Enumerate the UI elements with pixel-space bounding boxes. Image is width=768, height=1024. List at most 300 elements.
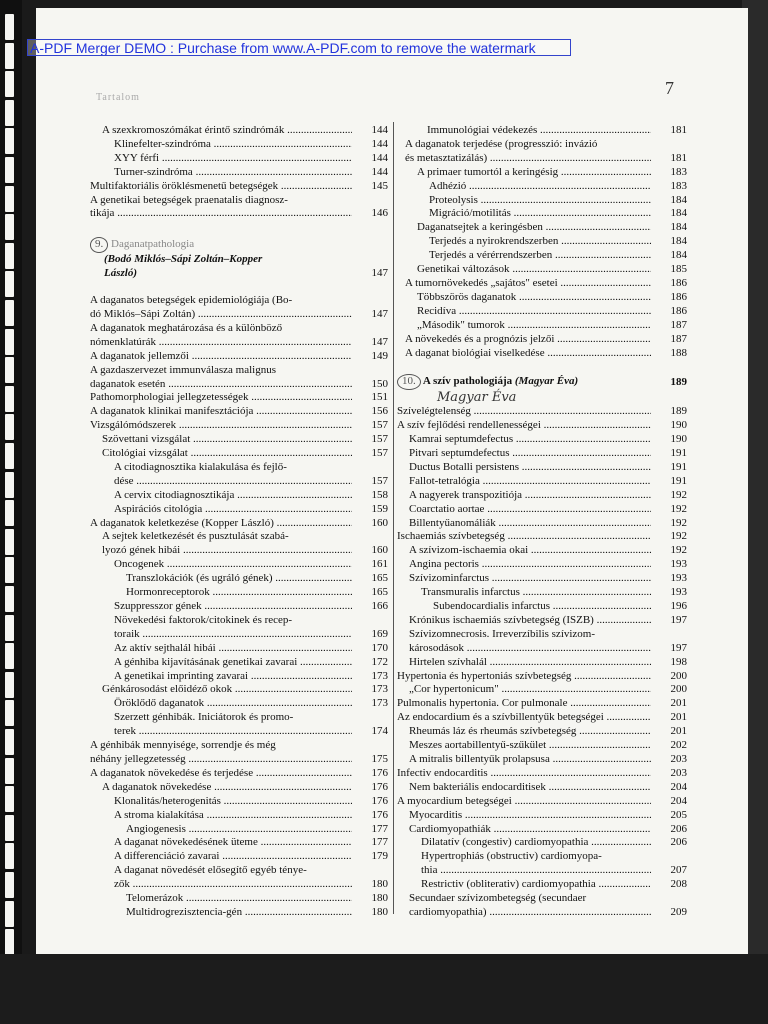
toc-entry-page: 165 bbox=[371, 586, 388, 599]
toc-entry-title: Multidrogrezisztencia-gén ..... bbox=[126, 906, 352, 920]
binding-hole bbox=[5, 901, 14, 927]
toc-entry bbox=[397, 503, 687, 517]
toc-entry bbox=[90, 850, 388, 864]
toc-entry-page: 206 bbox=[670, 822, 687, 835]
binding-hole bbox=[5, 758, 14, 784]
binding-hole bbox=[5, 300, 14, 326]
toc-entry bbox=[397, 892, 687, 906]
toc-entry-page: 179 bbox=[371, 850, 388, 863]
toc-entry bbox=[397, 124, 687, 138]
chapter-title: Daganatpathologia bbox=[111, 238, 195, 251]
binding-hole bbox=[5, 529, 14, 555]
toc-left-entries-bottom bbox=[90, 294, 388, 920]
toc-entry-page: 183 bbox=[670, 179, 687, 192]
toc-right-entries-bottom bbox=[397, 405, 687, 920]
toc-entry-page: 158 bbox=[371, 488, 388, 501]
toc-entry bbox=[397, 642, 687, 656]
toc-entry-page: 192 bbox=[670, 544, 687, 557]
toc-entry-title: A gazdaszervezet immunválasza malignus bbox=[90, 363, 277, 376]
toc-entry-page: 204 bbox=[670, 780, 687, 793]
toc-entry-title: Hypertrophiás (obstructiv) cardiomyopa- bbox=[421, 850, 602, 863]
chapter-10-title: A szív pathologiája bbox=[422, 375, 513, 388]
toc-entry-title: Öröklődő daganatok ..... bbox=[114, 697, 352, 711]
toc-entry-title: A daganat biológiai viselkedése ..... bbox=[405, 347, 651, 361]
toc-entry-title: tikája ..... bbox=[90, 207, 352, 221]
toc-entry-page: 184 bbox=[670, 221, 687, 234]
toc-entry-page: 192 bbox=[670, 516, 687, 529]
toc-entry-title: Klinefelter-szindróma ..... bbox=[114, 138, 352, 152]
toc-entry bbox=[397, 489, 687, 503]
toc-entry-page: 160 bbox=[371, 516, 388, 529]
toc-entry bbox=[90, 207, 388, 221]
binding-hole bbox=[5, 128, 14, 154]
toc-entry bbox=[397, 836, 687, 850]
toc-entry-page: 183 bbox=[670, 165, 687, 178]
toc-entry bbox=[397, 235, 687, 249]
toc-entry bbox=[90, 308, 388, 322]
toc-entry-title: daganatok esetén ..... bbox=[90, 378, 352, 392]
toc-entry-page: 186 bbox=[670, 290, 687, 303]
toc-entry bbox=[397, 475, 687, 489]
toc-entry-page: 207 bbox=[670, 864, 687, 877]
toc-entry-page: 208 bbox=[670, 878, 687, 891]
toc-entry-title: Aspirációs citológia ..... bbox=[114, 503, 352, 517]
toc-entry-title: Növekedési faktorok/citokinek és recep- bbox=[114, 613, 293, 626]
toc-entry-title: A daganatok terjedése (progresszió: invázió bbox=[405, 137, 598, 150]
toc-entry-page: 180 bbox=[371, 905, 388, 918]
toc-entry bbox=[397, 823, 687, 837]
toc-entry bbox=[397, 207, 687, 221]
toc-entry bbox=[397, 767, 687, 781]
toc-entry bbox=[90, 656, 388, 670]
toc-entry bbox=[90, 795, 388, 809]
toc-entry-page: 184 bbox=[670, 235, 687, 248]
toc-entry-page: 184 bbox=[670, 249, 687, 262]
chapter-title-row bbox=[90, 237, 388, 253]
binding-hole bbox=[5, 643, 14, 669]
toc-entry-title: dése ..... bbox=[114, 475, 352, 489]
toc-entry bbox=[90, 670, 388, 684]
chapter-10-page: 189 bbox=[670, 376, 687, 389]
toc-entry bbox=[397, 628, 687, 642]
binding-hole bbox=[5, 872, 14, 898]
toc-entry bbox=[90, 378, 388, 392]
chapter-authors-line1: (Bodó Miklós–Sápi Zoltán–Kopper bbox=[104, 253, 263, 266]
toc-entry bbox=[397, 194, 687, 208]
toc-entry-title: Terjedés a vérérrendszerben ..... bbox=[429, 249, 651, 263]
toc-entry-title: Subendocardialis infarctus ..... bbox=[433, 600, 651, 614]
toc-entry bbox=[90, 823, 388, 837]
toc-entry-page: 189 bbox=[670, 405, 687, 418]
toc-entry-title: Coarctatio aortae ..... bbox=[409, 503, 651, 517]
toc-entry-title: A stroma kialakítása ..... bbox=[114, 809, 352, 823]
toc-entry-title: Hirtelen szívhalál ..... bbox=[409, 656, 651, 670]
toc-entry-title: Genetikai változások ..... bbox=[417, 263, 651, 277]
toc-entry bbox=[397, 461, 687, 475]
toc-entry-page: 144 bbox=[371, 151, 388, 164]
toc-entry bbox=[90, 864, 388, 878]
toc-entry-title: Nem bakteriális endocarditisek ..... bbox=[409, 781, 651, 795]
toc-entry bbox=[397, 614, 687, 628]
toc-entry-page: 180 bbox=[371, 878, 388, 891]
binding-hole bbox=[5, 243, 14, 269]
toc-entry-title: A daganatok növekedése és terjedése ..... bbox=[90, 767, 352, 781]
toc-entry-page: 209 bbox=[670, 905, 687, 918]
toc-entry bbox=[397, 433, 687, 447]
binding-hole bbox=[5, 500, 14, 526]
toc-entry-title: Szövettani vizsgálat ..... bbox=[102, 433, 352, 447]
toc-entry-page: 165 bbox=[371, 572, 388, 585]
toc-entry-title: Telomerázok ..... bbox=[126, 892, 352, 906]
toc-entry-page: 159 bbox=[371, 502, 388, 515]
toc-entry bbox=[90, 461, 388, 475]
binding-hole bbox=[5, 786, 14, 812]
chapter-heading-10 bbox=[397, 374, 687, 405]
toc-entry-page: 181 bbox=[670, 151, 687, 164]
toc-entry-title: Angiogenesis ..... bbox=[126, 823, 352, 837]
toc-entry bbox=[90, 753, 388, 767]
toc-entry-title: Szerzett génhibák. Iniciátorok és promo- bbox=[114, 711, 294, 724]
toc-entry bbox=[397, 333, 687, 347]
toc-entry-page: 184 bbox=[670, 193, 687, 206]
toc-entry-page: 206 bbox=[670, 836, 687, 849]
toc-right-entries-top bbox=[397, 124, 687, 360]
toc-entry-page: 157 bbox=[371, 419, 388, 432]
toc-entry bbox=[397, 558, 687, 572]
toc-entry bbox=[397, 305, 687, 319]
toc-entry bbox=[397, 656, 687, 670]
toc-entry bbox=[90, 124, 388, 138]
toc-entry-title: Turner-szindróma ..... bbox=[114, 166, 352, 180]
toc-entry bbox=[90, 364, 388, 378]
toc-entry-page: 157 bbox=[371, 474, 388, 487]
toc-entry-page: 200 bbox=[670, 669, 687, 682]
toc-entry-page: 147 bbox=[371, 335, 388, 348]
toc-entry bbox=[90, 336, 388, 350]
binding-hole bbox=[5, 329, 14, 355]
toc-entry-title: Daganatsejtek a keringésben ..... bbox=[417, 221, 651, 235]
toc-entry bbox=[397, 809, 687, 823]
toc-entry-page: 188 bbox=[670, 346, 687, 359]
toc-entry-title: A daganatok jellemzői ..... bbox=[90, 350, 352, 364]
toc-entry-title: A szexkromoszómákat érintő szindrómák ..... bbox=[102, 124, 352, 138]
toc-entry-title: A növekedés és a prognózis jelzői ..... bbox=[405, 333, 651, 347]
toc-entry-title: Immunológiai védekezés ..... bbox=[427, 124, 651, 138]
toc-entry-page: 191 bbox=[670, 460, 687, 473]
toc-entry bbox=[397, 544, 687, 558]
toc-entry bbox=[90, 697, 388, 711]
toc-entry bbox=[397, 781, 687, 795]
toc-entry bbox=[397, 152, 687, 166]
toc-entry bbox=[90, 294, 388, 308]
toc-entry-title: Multifaktoriális öröklésmenetű betegségek ..... bbox=[90, 180, 352, 194]
toc-entry-page: 192 bbox=[670, 530, 687, 543]
toc-entry bbox=[90, 906, 388, 920]
toc-entry bbox=[90, 642, 388, 656]
toc-entry-page: 203 bbox=[670, 752, 687, 765]
toc-entry-page: 173 bbox=[371, 683, 388, 696]
binding-hole bbox=[5, 14, 14, 40]
toc-entry bbox=[397, 725, 687, 739]
toc-entry bbox=[397, 697, 687, 711]
binding-hole bbox=[5, 386, 14, 412]
toc-entry-title: zők ..... bbox=[114, 878, 352, 892]
toc-entry-title: A szív fejlődési rendellenességei ..... bbox=[397, 419, 651, 433]
toc-entry-title: Hypertonia és hypertoniás szívbetegség ..... bbox=[397, 670, 651, 684]
toc-entry bbox=[397, 711, 687, 725]
binding-hole bbox=[5, 100, 14, 126]
toc-entry-page: 160 bbox=[371, 544, 388, 557]
toc-entry-page: 150 bbox=[371, 377, 388, 390]
toc-entry-page: 205 bbox=[670, 808, 687, 821]
toc-entry bbox=[90, 194, 388, 208]
toc-entry-page: 191 bbox=[670, 474, 687, 487]
toc-entry bbox=[397, 180, 687, 194]
binding-hole bbox=[5, 615, 14, 641]
toc-entry-title: Kamrai septumdefectus ..... bbox=[409, 433, 651, 447]
binding-hole bbox=[5, 271, 14, 297]
toc-entry-title: Meszes aortabillentyű-szűkület ..... bbox=[409, 739, 651, 753]
scanner-bottom-edge bbox=[0, 954, 768, 1024]
toc-entry bbox=[90, 725, 388, 739]
toc-entry-title: Recidíva ..... bbox=[417, 305, 651, 319]
chapter-heading-9 bbox=[90, 237, 388, 281]
toc-entry-title: Infectiv endocarditis ..... bbox=[397, 767, 651, 781]
toc-entry-title: XYY férfi ..... bbox=[114, 152, 352, 166]
toc-entry bbox=[397, 739, 687, 753]
toc-entry-title: A genetikai imprinting zavarai ..... bbox=[114, 670, 352, 684]
toc-entry bbox=[90, 739, 388, 753]
toc-entry bbox=[397, 906, 687, 920]
toc-entry bbox=[90, 475, 388, 489]
toc-entry-page: 201 bbox=[670, 711, 687, 724]
toc-entry-page: 180 bbox=[371, 892, 388, 905]
binding-hole bbox=[5, 929, 14, 955]
toc-entry bbox=[90, 530, 388, 544]
toc-entry-title: és metasztatizálás) ..... bbox=[405, 152, 651, 166]
toc-entry bbox=[90, 489, 388, 503]
toc-entry-title: „Cor hypertonicum" ..... bbox=[409, 683, 651, 697]
toc-entry-page: 172 bbox=[371, 655, 388, 668]
toc-entry-title: dó Miklós–Sápi Zoltán) ..... bbox=[90, 308, 352, 322]
toc-entry-title: Proteolysis ..... bbox=[429, 194, 651, 208]
toc-entry-title: Adhézió ..... bbox=[429, 180, 651, 194]
binding-hole bbox=[5, 357, 14, 383]
toc-entry-page: 145 bbox=[371, 179, 388, 192]
toc-entry-title: Secundaer szívizombetegség (secundaer bbox=[409, 892, 587, 905]
binding-hole bbox=[5, 186, 14, 212]
chapter-authors-line2: László) bbox=[104, 267, 137, 280]
toc-entry-title: Angina pectoris ..... bbox=[409, 558, 651, 572]
toc-entry bbox=[90, 892, 388, 906]
toc-entry-title: Fallot-tetralógia ..... bbox=[409, 475, 651, 489]
toc-entry bbox=[397, 263, 687, 277]
toc-entry-title: A citodiagnosztika kialakulása és fejlő- bbox=[114, 460, 287, 473]
chapter-10-number: 10. bbox=[397, 374, 421, 390]
toc-entry bbox=[90, 572, 388, 586]
toc-left-entries-top bbox=[90, 124, 388, 221]
binding-hole bbox=[5, 472, 14, 498]
toc-entry-title: A myocardium betegségei ..... bbox=[397, 795, 651, 809]
toc-entry bbox=[90, 138, 388, 152]
toc-entry-page: 146 bbox=[371, 207, 388, 220]
toc-entry-page: 193 bbox=[670, 558, 687, 571]
toc-entry-page: 166 bbox=[371, 600, 388, 612]
toc-entry-title: A genetikai betegségek praenatalis diagnosz- bbox=[90, 193, 288, 206]
toc-entry-page: 201 bbox=[670, 697, 687, 710]
toc-entry-page: 184 bbox=[670, 207, 687, 220]
toc-entry-page: 176 bbox=[371, 766, 388, 779]
toc-entry bbox=[90, 809, 388, 823]
toc-right-column bbox=[397, 124, 687, 920]
pdf-watermark-link[interactable]: A-PDF Merger DEMO : Purchase from www.A-PDF.com to remove the watermark bbox=[27, 39, 571, 56]
toc-entry-page: 175 bbox=[371, 752, 388, 765]
toc-entry-page: 200 bbox=[670, 683, 687, 696]
toc-entry-page: 192 bbox=[670, 502, 687, 515]
chapter-page: 147 bbox=[371, 267, 388, 280]
toc-entry-page: 157 bbox=[371, 433, 388, 446]
binding-hole bbox=[5, 843, 14, 869]
toc-entry-title: terek ..... bbox=[114, 725, 352, 739]
binding-hole bbox=[5, 557, 14, 583]
toc-entry bbox=[397, 517, 687, 531]
toc-entry-title: Krónikus ischaemiás szívbetegség (ISZB) ..... bbox=[409, 614, 651, 628]
toc-entry-title: thia ..... bbox=[421, 864, 651, 878]
toc-entry bbox=[90, 781, 388, 795]
toc-entry-title: Billentyűanomáliák ..... bbox=[409, 517, 651, 531]
running-head: Tartalom bbox=[96, 92, 140, 103]
toc-entry-page: 176 bbox=[371, 794, 388, 807]
toc-entry-title: Ductus Botalli persistens ..... bbox=[409, 461, 651, 475]
toc-entry-title: A daganatok növekedése ..... bbox=[102, 781, 352, 795]
toc-entry-page: 176 bbox=[371, 808, 388, 821]
toc-entry-title: Az endocardium és a szívbillentyűk betegségei ..... bbox=[397, 711, 651, 725]
toc-entry-title: A daganatok keletkezése (Kopper László) ..... bbox=[90, 517, 352, 531]
binding-hole bbox=[5, 43, 14, 69]
toc-entry-title: cardiomyopathia) ..... bbox=[409, 906, 651, 920]
toc-entry bbox=[397, 347, 687, 361]
toc-entry-page: 144 bbox=[371, 124, 388, 136]
toc-entry-title: A génhibák mennyisége, sorrendje és még bbox=[90, 739, 276, 752]
chapter-authors-row-2 bbox=[90, 267, 388, 281]
toc-entry bbox=[397, 600, 687, 614]
toc-entry bbox=[397, 864, 687, 878]
toc-entry-title: Rheumás láz és rheumás szívbetegség ..... bbox=[409, 725, 651, 739]
toc-entry bbox=[90, 878, 388, 892]
toc-entry bbox=[90, 558, 388, 572]
binding-hole bbox=[5, 815, 14, 841]
binding-hole bbox=[5, 586, 14, 612]
toc-entry-title: Transzlokációk (és ugráló gének) ..... bbox=[126, 572, 352, 586]
toc-entry-page: 173 bbox=[371, 697, 388, 710]
toc-entry-title: A szívizom-ischaemia okai ..... bbox=[409, 544, 651, 558]
toc-entry bbox=[397, 850, 687, 864]
toc-entry bbox=[90, 391, 388, 405]
toc-entry bbox=[90, 322, 388, 336]
toc-entry-page: 156 bbox=[371, 405, 388, 418]
toc-entry-page: 185 bbox=[670, 263, 687, 276]
toc-entry bbox=[90, 711, 388, 725]
toc-entry-title: A daganat növedését elősegítő egyéb tényе- bbox=[114, 864, 307, 877]
toc-entry-page: 174 bbox=[371, 725, 388, 738]
toc-entry bbox=[90, 836, 388, 850]
toc-entry-page: 176 bbox=[371, 780, 388, 793]
toc-entry bbox=[397, 138, 687, 152]
toc-entry-page: 186 bbox=[670, 276, 687, 289]
toc-entry-title: Szívelégtelenség ..... bbox=[397, 405, 651, 419]
toc-entry-title: Myocarditis ..... bbox=[409, 809, 651, 823]
toc-entry-title: nómenklatúrák ..... bbox=[90, 336, 352, 350]
toc-entry-title: A daganat növekedésének üteme ..... bbox=[114, 836, 352, 850]
toc-entry-title: „Második" tumorok ..... bbox=[417, 319, 651, 333]
toc-entry bbox=[90, 180, 388, 194]
toc-entry-title: Hormonreceptorok ..... bbox=[126, 586, 352, 600]
column-divider bbox=[393, 122, 394, 914]
toc-entry bbox=[90, 517, 388, 531]
toc-entry-page: 151 bbox=[371, 391, 388, 404]
toc-entry-title: Vizsgálómódszerek ..... bbox=[90, 419, 352, 433]
toc-entry bbox=[397, 670, 687, 684]
toc-entry bbox=[397, 683, 687, 697]
toc-entry-page: 193 bbox=[670, 586, 687, 599]
toc-entry-title: A daganatok meghatározása és a különböző bbox=[90, 321, 283, 334]
toc-entry-title: Migráció/motilitás ..... bbox=[429, 207, 651, 221]
toc-entry-page: 147 bbox=[371, 307, 388, 320]
toc-entry-title: Génkárosodást előidéző okok ..... bbox=[102, 683, 352, 697]
binding-hole bbox=[5, 71, 14, 97]
toc-entry bbox=[90, 433, 388, 447]
chapter-10-author: (Magyar Éva) bbox=[514, 375, 579, 388]
toc-entry-page: 186 bbox=[670, 304, 687, 317]
toc-entry-page: 191 bbox=[670, 447, 687, 460]
toc-entry bbox=[90, 166, 388, 180]
toc-entry bbox=[397, 753, 687, 767]
toc-entry-title: A primaer tumortól a keringésig ..... bbox=[417, 166, 651, 180]
toc-entry-title: Ischaemiás szívbetegség ..... bbox=[397, 530, 651, 544]
toc-entry-page: 190 bbox=[670, 433, 687, 446]
toc-entry-title: lyozó gének hibái ..... bbox=[102, 544, 352, 558]
toc-entry bbox=[90, 683, 388, 697]
chapter-authors-row bbox=[90, 253, 388, 267]
toc-entry bbox=[90, 544, 388, 558]
toc-entry-page: 173 bbox=[371, 669, 388, 682]
toc-entry-title: Klonalitás/heterogenitás ..... bbox=[114, 795, 352, 809]
toc-entry bbox=[397, 319, 687, 333]
toc-entry bbox=[90, 503, 388, 517]
toc-entry bbox=[397, 405, 687, 419]
toc-entry bbox=[397, 795, 687, 809]
toc-entry-title: Szívizomnecrosis. Irreverzíbilis szívizom- bbox=[409, 627, 596, 640]
handwritten-note: Magyar Éva bbox=[437, 390, 517, 406]
binding-hole bbox=[5, 157, 14, 183]
toc-entry-title: Cardiomyopathiák ..... bbox=[409, 823, 651, 837]
binding-hole bbox=[5, 729, 14, 755]
binding-hole bbox=[5, 700, 14, 726]
toc-entry-page: 198 bbox=[670, 655, 687, 668]
toc-entry bbox=[90, 586, 388, 600]
left-binding-strip bbox=[0, 0, 22, 1024]
toc-entry-title: Oncogenek ..... bbox=[114, 558, 352, 572]
page-number: 7 bbox=[665, 78, 674, 98]
toc-entry-page: 202 bbox=[670, 739, 687, 752]
binding-hole bbox=[5, 443, 14, 469]
toc-entry-title: Pathomorphologiai jellegzetességek ..... bbox=[90, 391, 352, 405]
toc-entry-title: A sejtek keletkezését és pusztulását szabá- bbox=[102, 530, 289, 543]
toc-entry-title: károsodások ..... bbox=[409, 642, 651, 656]
toc-entry bbox=[397, 221, 687, 235]
toc-entry-page: 201 bbox=[670, 725, 687, 738]
toc-entry bbox=[397, 586, 687, 600]
